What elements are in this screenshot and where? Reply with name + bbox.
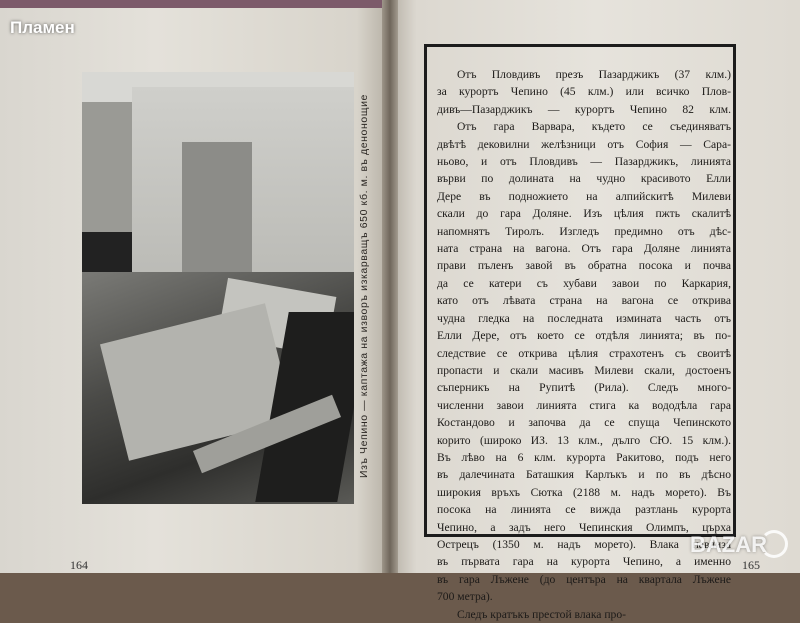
text-line: скали до гара Доляне. Изъ цѣлия пжть скалитѣ bbox=[437, 207, 731, 221]
text-line: следствие се открива цѣлия страхотенъ съ своитѣ bbox=[437, 346, 731, 360]
photo-chepino-spring bbox=[82, 72, 354, 504]
text-line: пропасти и скали масивъ Милеви скали, достоенъ bbox=[437, 363, 731, 377]
text-line: прави пъленъ завой въ обратна посока и почва bbox=[437, 259, 731, 273]
book-gutter bbox=[382, 0, 398, 573]
seller-watermark: Пламен bbox=[10, 18, 75, 37]
page-number-right: 165 bbox=[742, 558, 760, 572]
text-line: широкия връхъ Сютка (2188 м. надъ морето). Въ bbox=[437, 485, 731, 499]
bazar-logo-text: BAZAR bbox=[690, 532, 767, 557]
text-line: съперникъ на Рупитѣ (Рила). Следъ много- bbox=[437, 381, 731, 395]
page-number-left: 164 bbox=[70, 558, 88, 572]
text-line: ньово, и отъ Пловдивъ — Пазарджикъ, линията bbox=[437, 155, 731, 169]
text-line: въ далечината Баташкия Карлъкъ и по въ дѣсно bbox=[437, 468, 731, 482]
text-line: Костандово и започва да се спуща Чепинското bbox=[437, 416, 731, 430]
text-line: численни завои линията стига ка вододѣла гара bbox=[437, 398, 731, 412]
photo-caption: Изъ Чепино — каптажа на изворъ изкарващъ 650 кб. м. въ денонощие bbox=[358, 94, 370, 478]
text-line: Дере въ подножието на алпийскитѣ Милеви bbox=[437, 189, 731, 203]
text-line: напомнятъ Тиролъ. Изгледъ предимно отъ дѣс- bbox=[437, 224, 731, 238]
text-line: като отъ лѣвата страна на вагона се открива bbox=[437, 294, 731, 308]
text-line: Отъ Пловдивъ презъ Пазарджикъ (37 клм.) bbox=[457, 68, 731, 81]
bazar-swirl-icon bbox=[760, 530, 788, 558]
text-line: корито (широко ИЗ. 13 клм., дълго СЮ. 15 клм.). bbox=[437, 433, 731, 447]
text-line: Отъ гара Варвара, където се съединяватъ bbox=[457, 120, 731, 134]
text-line: въ първата гара на курорта Чепино, а именно bbox=[437, 555, 731, 569]
text-line: Чепино, а задъ него Чепинския Олимпъ, църха bbox=[437, 520, 731, 534]
text-line: Следъ кратъкъ престой влака про- bbox=[457, 607, 626, 621]
text-line: дивъ—Пазарджикъ — курортъ Чепино 82 клм. bbox=[437, 102, 731, 116]
text-line: Елли Дере, отъ което се отдѣля линията; въ по- bbox=[437, 329, 731, 343]
bazar-logo bbox=[690, 526, 790, 566]
text-line: посока на линията се вижда разтлань курорта bbox=[437, 503, 731, 517]
text-line: Острецъ (1350 м. надъ морето). Влака навлиза bbox=[437, 537, 731, 551]
text-line: върви по долината на чудно красивото Елли bbox=[437, 172, 731, 186]
text-line: въ гара Лъжене (до центъра на квартала Лъжене bbox=[437, 572, 731, 586]
text-line: ната страна на вагона. Отъ гара Доляне линията bbox=[437, 242, 731, 256]
body-text bbox=[437, 66, 731, 623]
text-line: Въ лѣво на 6 клм. курорта Ракитово, подъ него bbox=[437, 450, 731, 464]
text-line: да се катери съ хубави завои по Каркария, bbox=[437, 276, 731, 290]
text-line: за курортъ Чепино (45 клм.) или всичко Плов- bbox=[437, 85, 731, 99]
text-line: чудна гледка на последната изминатa часть отъ bbox=[437, 311, 731, 325]
text-line: 700 метра). bbox=[437, 590, 493, 604]
photo-caption-area bbox=[353, 66, 375, 506]
text-line: двѣтѣ дековилни желѣзници отъ София — Сара- bbox=[437, 137, 731, 151]
